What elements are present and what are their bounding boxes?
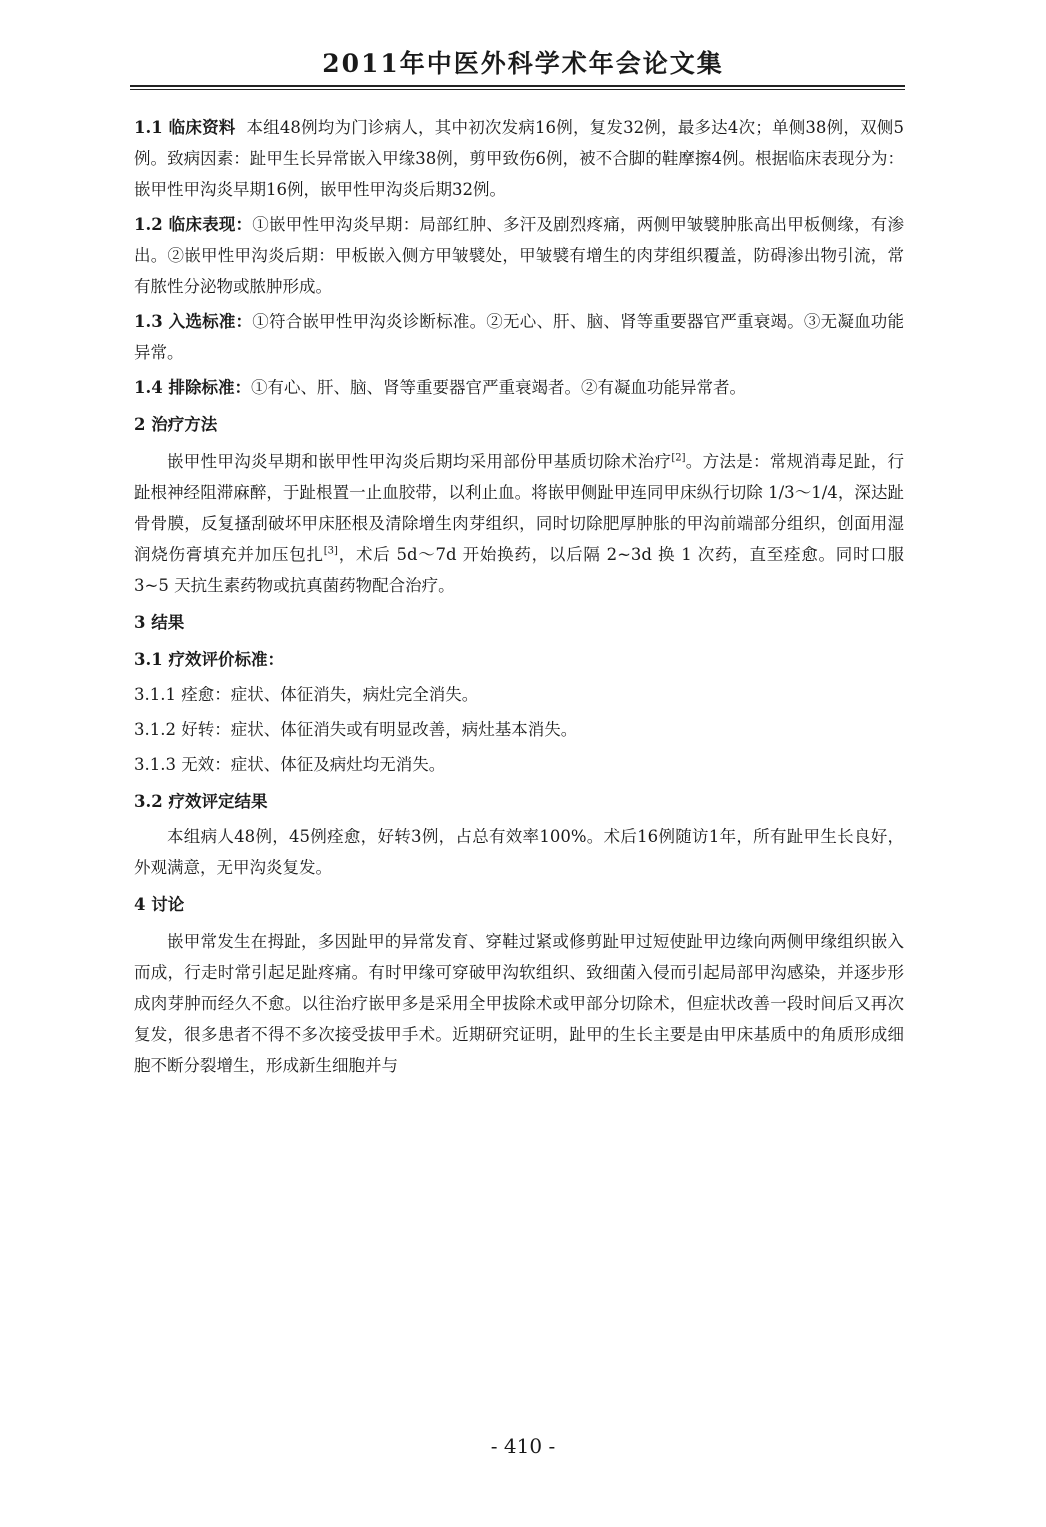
paragraph-1-2 <box>134 209 904 302</box>
paragraph-text: ①符合嵌甲性甲沟炎诊断标准。②无心、肝、脑、肾等重要器官严重衰竭。③无凝血功能异常。 <box>134 312 905 362</box>
body-text <box>134 112 904 1085</box>
paragraph-text: 本组48例均为门诊病人，其中初次发病16例，复发32例，最多达4次；单侧38例，双侧5例。致病因素：趾甲生长异常嵌入甲缘38例，剪甲致伤6例，被不合脚的鞋摩擦4例。根据临床表现分为：嵌甲性甲沟炎早期16例，嵌甲性甲沟炎后期32例。 <box>134 118 904 199</box>
header-rule-thin <box>130 89 905 90</box>
criterion-3-1-3: 3.1.3 无效：症状、体征及病灶均无消失。 <box>134 755 446 774</box>
paragraph-4: 嵌甲常发生在拇趾，多因趾甲的异常发育、穿鞋过紧或修剪趾甲过短使趾甲边缘向两侧甲缘组织嵌入而成，行走时常引起足趾疼痛。有时甲缘可穿破甲沟软组织、致细菌入侵而引起局部甲沟感染，并逐步形成肉芽肿而经久不愈。以往治疗嵌甲多是采用全甲拔除术或甲部分切除术，但症状改善一段时间后又再次复发，很多患者不得不多次接受拔甲手术。近期研究证明，趾甲的生长主要是由甲床基质中的角质形成细胞不断分裂增生，形成新生细胞并与 <box>134 932 904 1075</box>
subsection-3-2: 3.2 疗效评定结果 <box>134 792 268 811</box>
section-label: 1.3 入选标准： <box>134 312 253 331</box>
criterion-3-1-1: 3.1.1 痊愈：症状、体征消失，病灶完全消失。 <box>134 685 479 704</box>
paragraph-2 <box>134 446 904 601</box>
paragraph-1-4 <box>134 372 904 403</box>
reference-3: [3] <box>323 545 338 557</box>
criterion-3-1-2: 3.1.2 好转：症状、体征消失或有明显改善，病灶基本消失。 <box>134 720 578 739</box>
header-rule <box>130 85 905 87</box>
paragraph-1-3 <box>134 306 904 368</box>
paragraph-text: 。方法是：常规消毒足趾，行趾根神经阻滞麻醉，于趾根置一止血胶带，以利止血。将嵌甲侧趾甲连同甲床纵行切除 1/3～1/4，深达趾骨骨膜，反复搔刮破坏甲床胚根及清除增生肉芽组织，同时切除肥厚肿胀的甲沟前端部分组织，创面用湿润烧伤膏填充并加压包扎 <box>134 452 905 564</box>
section-heading-3: 3 结果 <box>134 613 185 632</box>
section-heading-2: 2 治疗方法 <box>134 415 218 434</box>
section-label: 1.1 临床资料 <box>134 118 236 137</box>
paragraph-text: ①嵌甲性甲沟炎早期：局部红肿、多汗及剧烈疼痛，两侧甲皱襞肿胀高出甲板侧缘，有渗出。②嵌甲性甲沟炎后期：甲板嵌入侧方甲皱襞处，甲皱襞有增生的肉芽组织覆盖，防碍渗出物引流，常有脓性分泌物或脓肿形成。 <box>134 215 905 296</box>
paragraph-text: 嵌甲性甲沟炎早期和嵌甲性甲沟炎后期均采用部份甲基质切除术治疗 <box>167 452 672 471</box>
running-header: 2011年中医外科学术年会论文集 <box>322 49 724 78</box>
section-heading-4: 4 讨论 <box>134 895 185 914</box>
paragraph-text: ①有心、肝、脑、肾等重要器官严重衰竭者。②有凝血功能异常者。 <box>250 378 746 397</box>
paragraph-3-2: 本组病人48例，45例痊愈，好转3例，占总有效率100%。术后16例随访1年，所有趾甲生长良好，外观满意，无甲沟炎复发。 <box>134 827 904 877</box>
subsection-3-1: 3.1 疗效评价标准： <box>134 650 284 669</box>
reference-2: [2] <box>671 452 686 464</box>
section-label: 1.4 排除标准： <box>134 378 251 397</box>
paragraph-1-1 <box>134 112 904 205</box>
paragraph-text: ，术后 5d～7d 开始换药，以后隔 2~3d 换 1 次药，直至痊愈。同时口服 3~5 天抗生素药物或抗真菌药物配合治疗。 <box>134 545 904 595</box>
page-number: - 410 - <box>490 1434 556 1458</box>
section-label: 1.2 临床表现： <box>134 215 253 234</box>
